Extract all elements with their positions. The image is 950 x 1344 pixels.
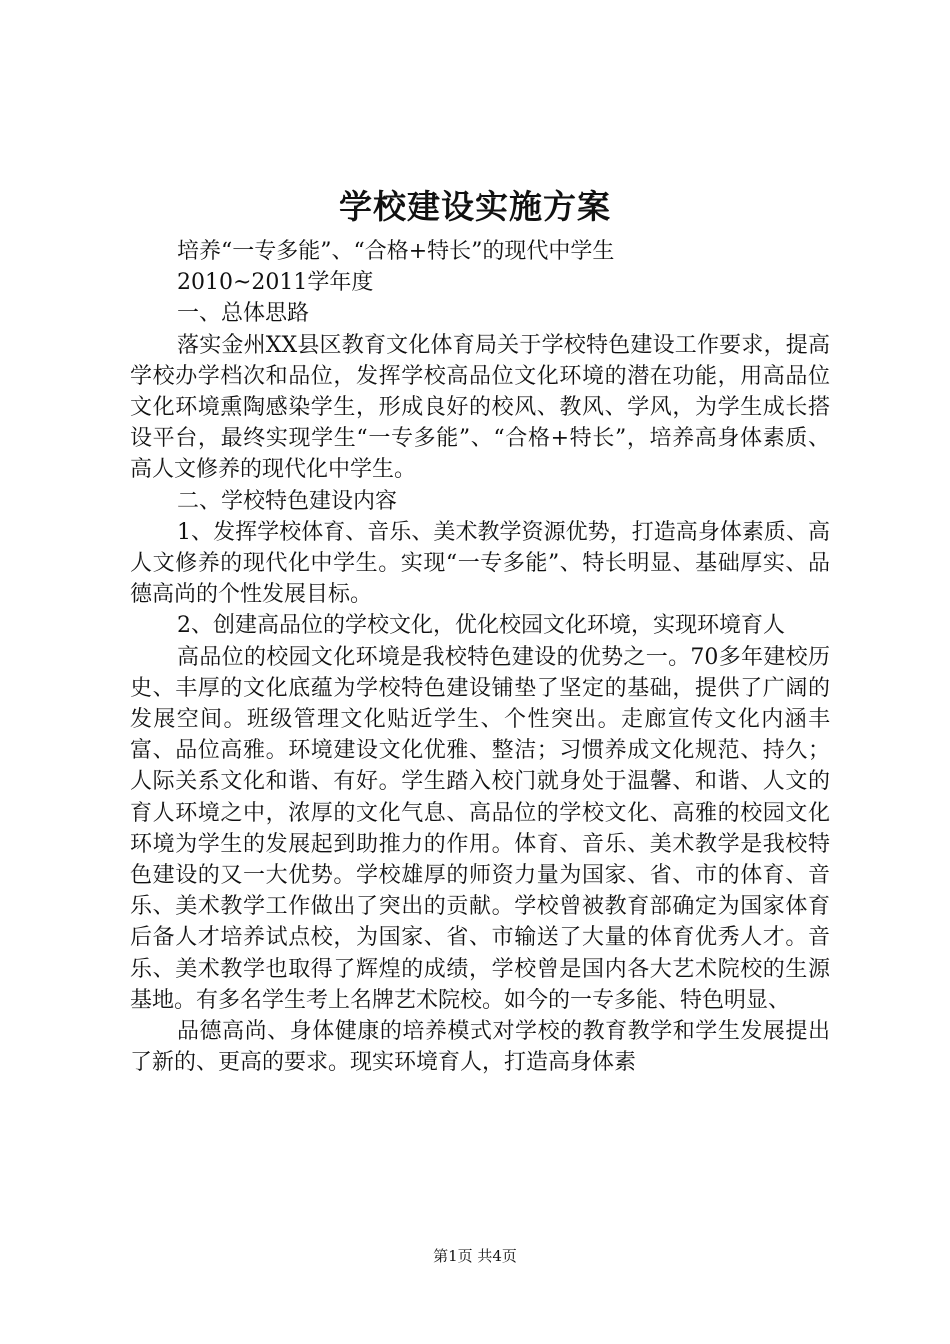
document-title: 学校建设实施方案 bbox=[339, 187, 611, 226]
training-model-paragraph: 品德高尚、身体健康的培养模式对学校的教育教学和学生发展提出了新的、更高的要求。现实环境育人，打造高身体素 bbox=[130, 1019, 830, 1076]
campus-culture-paragraph: 高品位的校园文化环境是我校特色建设的优势之一。70多年建校历史、丰厚的文化底蕴为学校特色建设铺垫了坚定的基础，提供了广阔的发展空间。班级管理文化贴近学生、个性突出。走廊宣传文化内涵丰富、品位高雅。环境建设文化优雅、整洁；习惯养成文化规范、持久；人际关系文化和谐、有好。学生踏入校门就身处于温馨、和谐、人文的育人环境之中，浓厚的文化气息、高品位的学校文化、高雅的校园文化环境为学生的发展起到助推力的作用。体育、音乐、美术教学是我校特色建设的又一大优势。学校雄厚的师资力量为国家、省、市的体育、音乐、美术教学工作做出了突出的贡献。学校曾被教育部确定为国家体育后备人才培养试点校，为国家、省、市输送了大量的体育优秀人才。音乐、美术教学也取得了辉煌的成绩，学校曾是国内各大艺术院校的生源基地。有多名学生考上名牌艺术院校。如今的一专多能、特色明显、 bbox=[130, 644, 830, 1013]
content-item-1: 1、发挥学校体育、音乐、美术教学资源优势，打造高身体素质、高人文修养的现代化中学生。实现“一专多能”、特长明显、基础厚实、品德高尚的个性发展目标。 bbox=[130, 519, 830, 608]
content-item-2: 2、创建高品位的学校文化，优化校园文化环境，实现环境育人 bbox=[177, 613, 785, 639]
section-heading-overall-approach: 一、总体思路 bbox=[177, 301, 310, 327]
page-footer: 第1页 共4页 bbox=[433, 1247, 517, 1265]
school-year-line: 2010~2011学年度 bbox=[177, 270, 374, 296]
subtitle-line: 培养“一专多能”、“合格+特长”的现代中学生 bbox=[177, 239, 615, 264]
overall-approach-paragraph: 落实金州XX县区教育文化体育局关于学校特色建设工作要求，提高学校办学档次和品位，发挥学校高品位文化环境的潜在功能，用高品位文化环境熏陶感染学生，形成良好的校风、教风、学风，为学生成长搭设平台，最终实现学生“一专多能”、“合格+特长”，培养高身体素质、高人文修养的现代化中学生。 bbox=[130, 332, 830, 483]
document-body bbox=[130, 236, 830, 1078]
section-heading-construction-content: 二、学校特色建设内容 bbox=[177, 488, 398, 514]
